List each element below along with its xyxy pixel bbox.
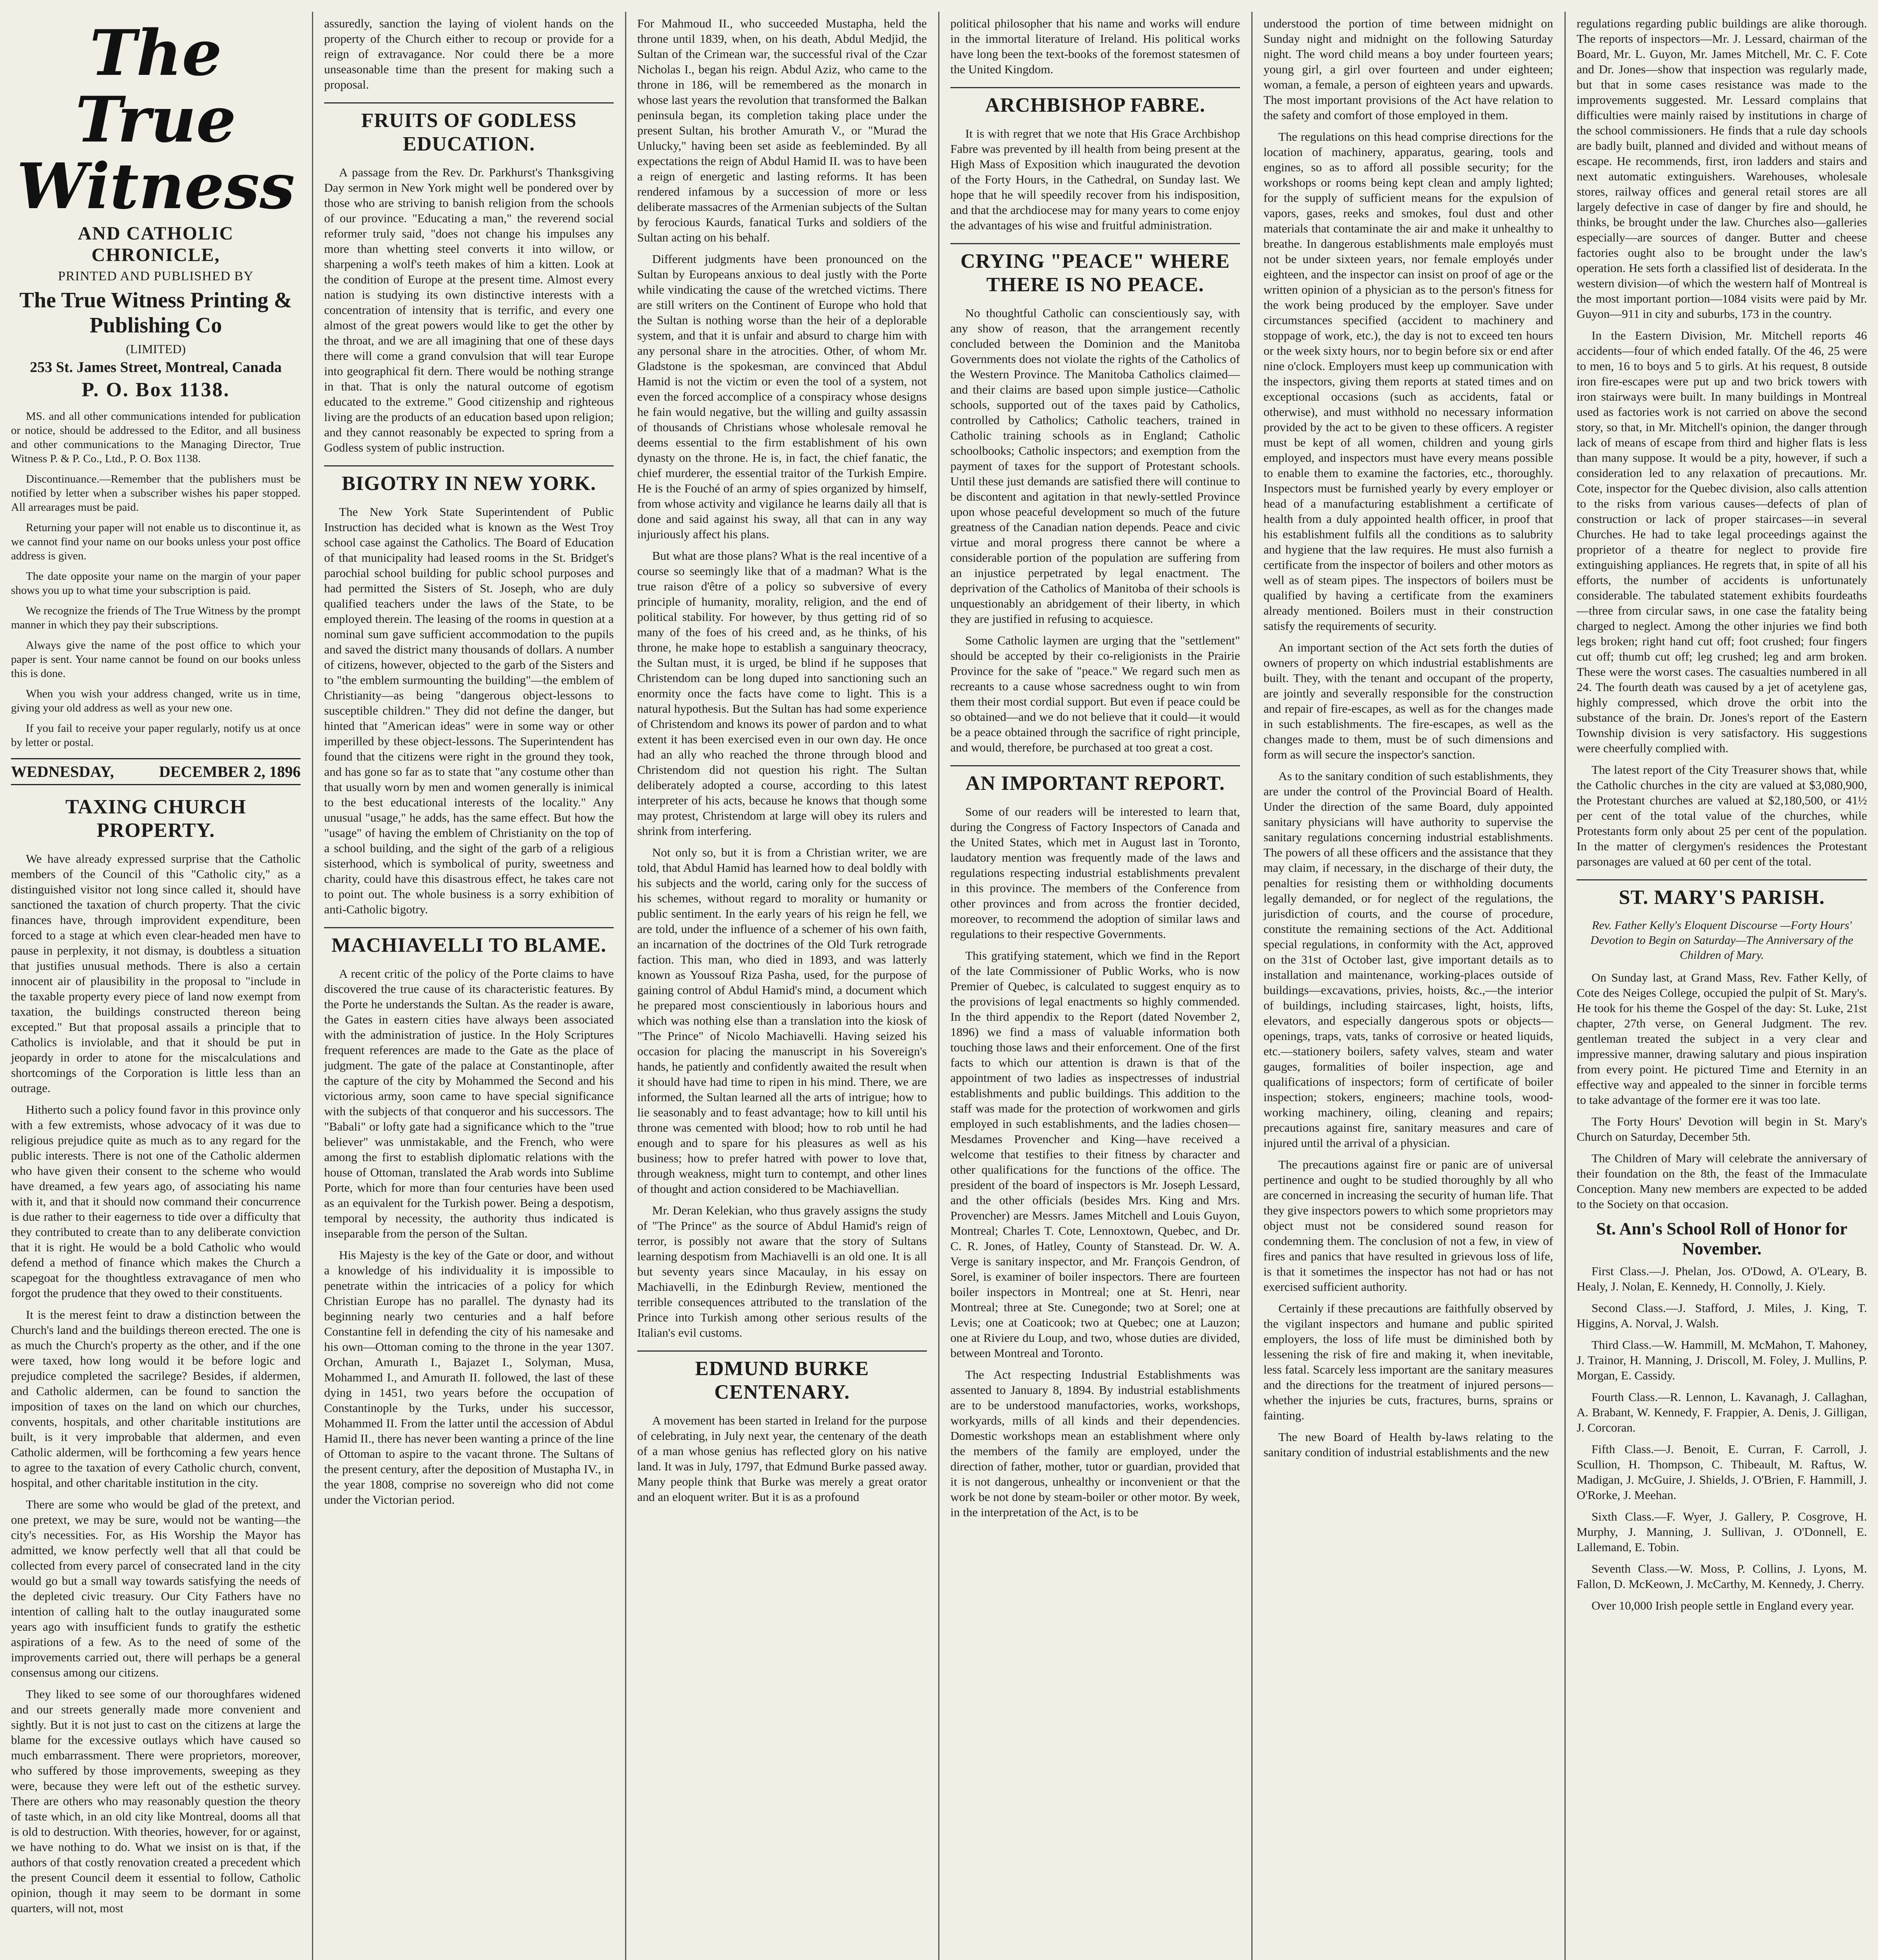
notice: When you wish your address changed, write us in time, giving your old address as well as your new one. xyxy=(11,688,301,714)
paragraph: Some Catholic laymen are urging that the "settlement" should be accepted by their co-religionists in the Prairie Province for the sake of "peace." We regard such men as recreants to a cause whose sacredness ought to win from them their most cordial support. But even if peace could be so obtained—and we do not believe that it could—it would be a peace obtained through the sacrifice of right principle, and would, therefore, be purchased at too great a cost. xyxy=(950,633,1240,754)
roll-of-honor-entry: Sixth Class.—F. Wyer, J. Gallery, P. Cosgrove, H. Murphy, J. Manning, J. Sullivan, J. O'Donnell, E. Lallemand, E. Tobin. xyxy=(1577,1510,1867,1554)
article-heading: EDMUND BURKE CENTENARY. xyxy=(637,1350,927,1404)
paragraph: There are some who would be glad of the pretext, and one pretext, we may be sure, would not be wanting—the city's necessities. For, as His Worship the Mayor has admitted, we know perfectly well that all that could be collected from every parcel of consecrated land in the city would go but a small way towards satisfying the needs of the depleted civic treasury. Our City Fathers have no intention of calling halt to the outlay inaugurated some years ago with insufficient funds to gratify the esthetic aspirations of a few. As to the need of some of the improvements carried out, there will perhaps be a general consensus among our citizens. xyxy=(11,1497,301,1679)
column-6 xyxy=(1566,0,1878,1960)
paragraph: Mr. Deran Kelekian, who thus gravely assigns the study of "The Prince" as the source of Abdul Hamid's reign of terror, is possibly not aware that the story of Sultans learning despotism from Machiavelli is an old one. It is all but seventy years since Macaulay, in his essay on Machiavelli, in the Edinburgh Review, mentioned the terrible consequences attributed to the translation of the Prince into Turkish among other serious results of the Italian's evil customs. xyxy=(637,1203,927,1339)
notice: If you fail to receive your paper regularly, notify us at once by letter or postal. xyxy=(11,722,301,749)
paragraph: The Act respecting Industrial Establishments was assented to January 8, 1894. By industrial establishments are to be understood manufactories, works, workshops, workyards, mills of all kinds and their dependencies. Domestic workshops mean an establishment where only the members of the family are employed, under the direction of father, mother, tutor or guardian, provided that it is not dangerous, unhealthy or inconvenient or that the work be not done by steam-boiler or other motor. By week, in the interpretation of the Act, is to be xyxy=(950,1368,1240,1519)
paragraph: Not only so, but it is from a Christian writer, we are told, that Abdul Hamid has learned how to deal boldly with his subjects and the world, caring only for the success of his schemes, without regard to morality or humanity or public sentiment. In the early years of his reign he fell, we are told, under the influence of a schemer of his own faith, an incarnation of the doctrines of the Old Turk retrograde faction. This man, who died in 1893, and was latterly known as Youssouf Riza Pasha, used, for the purpose of gaining control of Abdul Hamid's mind, a document which he prepared most conscientiously in laborious hours and which was nothing else than a translation into the kiosk of "The Prince" of Nicolo Machiavelli. Having seized his occasion for placing the manuscript in his Sovereign's hands, he patiently and confidently awaited the result when it should have had time to ripen in his mind. There, we are informed, the Sultan learned all the arts of intrigue; how to lie seasonably and to feast advantage; how to kill until his throne was cemented with blood; how to rob until he had enough and to spare for his pleasures as well as his business; how to prefer hatred with power to love that, through weakness, might turn to contempt, and other lines of thought and action considered to be Machiavellian. xyxy=(637,846,927,1196)
paragraph: It is the merest feint to draw a distinction between the Church's land and the buildings thereon erected. The one is as much the Church's property as the other, and if the one were taxed, how long would it be before logic and prejudice completed the sacrilege? Besides, if aldermen, and Catholic aldermen, can be found to sanction the imposition of taxes on the land on which our churches, convents, hospitals, and other charitable institutions are built, is it very improbable that aldermen, and even Catholic aldermen, will be forthcoming a few years hence to agree to the taxation of every Catholic church, convent, hospital, and other charitable institution in the city. xyxy=(11,1308,301,1490)
roll-of-honor-entry: Fourth Class.—R. Lennon, L. Kavanagh, J. Callaghan, A. Brabant, W. Kennedy, F. Frappier, A. Denis, J. Gilligan, J. Corcoran. xyxy=(1577,1390,1867,1434)
paragraph: Different judgments have been pronounced on the Sultan by Europeans anxious to deal justly with the Porte while vindicating the cause of the wretched victims. There are still writers on the Continent of Europe who hold that the Sultan is nothing worse than the heir of a deplorable system, and that it is unfair and absurd to charge him with any personal share in the atrocities. Other, of whom Mr. Gladstone is the spokesman, are convinced that Abdul Hamid is not the victim or even the tool of a system, not even the forced accomplice of a conspiracy whose designs he fain would negative, but the willing and guilty assassin of thousands of Christians whose wholesale removal he deems essential to the firm establishment of his own dynasty on the throne. He is, in fact, the chief fanatic, the chief murderer, the essential traitor of the Turkish Empire. He is the Fouché of an army of spies organized by himself, from whose activity and vigilance he learns daily all that is done and said against his sway, all that can in any way injuriously affect his plans. xyxy=(637,252,927,541)
paragraph: For Mahmoud II., who succeeded Mustapha, held the throne until 1839, when, on his death, Abdul Medjid, the Sultan of the Crimean war, the successful rival of the Czar Nicholas I., began his reign. Abdul Aziz, who came to the throne in 186, will be remembered as the monarch in whose last years the revolution that transformed the Balkan peninsula began, its completion taking place under the present Sultan, his brother Amurath V., or "Murad the Unlucky," having been set aside as feebleminded. By all expectations the reign of Abdul Hamid II. was to have been a reign of energetic and lasting reforms. It has been rendered infamous by a succession of more or less deliberate massacres of the Armenian subjects of the Sultan by ferocious Kaurds, fanatical Turks and soldiers of the Sultan acting on his behalf. xyxy=(637,16,927,244)
column-2 xyxy=(313,0,625,1960)
paragraph: In the Eastern Division, Mr. Mitchell reports 46 accidents—four of which ended fatally. Of the 46, 25 were to men, 16 to boys and 5 to girls. At his request, 8 outside iron fire-escapes were put up and two brick towers with iron stairways were built. In many buildings in Montreal used as factories work is not carried on above the second story, so that, in Mr. Mitchell's opinion, the danger through lack of means of escape from third and higher flats is less than many suppose. It would be a pity, however, if such a consideration led to any relaxation of precautions. Mr. Cote, inspector for the Quebec division, also calls attention to the risks from various causes—defects of plan of construction or lack of proper staircases—in several Churches. He had to take legal proceedings against the proprietor of a theatre for neglect to provide fire extinguishing appliances. He regrets that, in spite of all his efforts, the number of accidents is unfortunately considerable. The tabulated statement exhibits fourdeaths—three from circular saws, in one case the fatality being charged to neglect. Among the other injuries we find both legs broken; right hand cut off; foot crushed; four fingers cut off; thumb cut off; leg crushed; leg and arm broken. These were the worst cases. The casualties numbered in all 24. The fourth death was caused by a jet of acetylene gas, highly compressed, which drove the orbit into the substance of the brain. Dr. Jones's report of the Eastern Township division is very satisfactory. His suggestions were cheerfully complied with. xyxy=(1577,328,1867,755)
newspaper-subtitle: AND CATHOLIC CHRONICLE, xyxy=(78,223,234,265)
notice: We recognize the friends of The True Witness by the prompt manner in which they pay their subscriptions. xyxy=(11,604,301,631)
paragraph: The new Board of Health by-laws relating to the sanitary condition of industrial establishments and the new xyxy=(1263,1430,1553,1459)
paragraph: understood the portion of time between midnight on Sunday night and midnight on the following Saturday night. The word child means a boy under fourteen years; young girl, a girl over fourteen and under eighteen; woman, a female, a person of eighteen years and upwards. The most important provisions of the Act have relation to the safety and comfort of those employed in them. xyxy=(1263,16,1553,122)
paragraph: Over 10,000 Irish people settle in England every year. xyxy=(1592,1599,1854,1612)
notice: MS. and all other communications intended for publication or notice, should be addressed to the Editor, and all business and other communications to the Managing Director, True Witness P. & P. Co., Ltd., P. O. Box 1138. xyxy=(11,410,301,465)
roll-of-honor-entry: Second Class.—J. Stafford, J. Miles, J. King, T. Higgins, A. Norval, J. Walsh. xyxy=(1577,1301,1867,1330)
paragraph: No thoughtful Catholic can conscientiously say, with any show of reason, that the arrangement recently concluded between the Dominion and the Manitoba Governments does not violate the rights of the Catholics of the Western Province. The Manitoba Catholics claimed—and their claims are based upon simple justice—Catholic schools, supported out of the taxes paid by Catholics, controlled by Catholics; Catholic teachers, trained in Catholic training schools as in England; Catholic schoolbooks; Catholic inspectors; and exemption from the payment of taxes for the support of Protestant schools. Until these just demands are satisfied there will continue to be discontent and agitation in that newly-settled Province upon whose peaceful development so much of the future greatness of the Canadian nation depends. Peace and civic virtue and moral progress there cannot be where a considerable portion of the population are suffering from an injustice perpetrated by legal enactment. The deprivation of the Catholics of Manitoba of their schools is unquestionably an abridgement of their liberty, in which they are justified in refusing to acquiesce. xyxy=(950,306,1240,626)
roll-of-honor-entry: Seventh Class.—W. Moss, P. Collins, J. Lyons, M. Fallon, D. McKeown, J. McCarthy, M. Kennedy, J. Cherry. xyxy=(1577,1562,1867,1591)
publisher-address: 253 St. James Street, Montreal, Canada xyxy=(30,359,282,376)
paragraph: An important section of the Act sets forth the duties of owners of property on which industrial establishments are built. They, with the tenant and occupant of the property, are jointly and severally responsible for the construction and repair of fire-escapes, as well as for the changes made in such establishments. The fire-escapes, as well as the changes made to them, must be of such dimensions and form as will secure the inspector's sanction. xyxy=(1263,641,1553,761)
article-heading: ARCHBISHOP FABRE. xyxy=(950,87,1240,117)
notice: Returning your paper will not enable us to discontinue it, as we cannot find your name on our books unless your post office address is given. xyxy=(11,521,301,562)
paragraph: The precautions against fire or panic are of universal pertinence and ought to be studied thoroughly by all who are concerned in increasing the security of human life. That they give inspectors powers to which some proprietors may object must not be considered sound reason for condemning them. The conclusion of not a few, in view of fires and panics that have resulted in grievous loss of life, is that it sometimes the inspector has not had or has not exercised sufficient authority. xyxy=(1263,1158,1553,1294)
dateline-day: WEDNESDAY, xyxy=(11,763,114,780)
dateline xyxy=(11,758,301,785)
paragraph: It is with regret that we note that His Grace Archbishop Fabre was prevented by ill health from being present at the High Mass of Exposition which inaugurated the devotion of the Forty Hours, in the Cathedral, on Sunday last. We hope that he will speedily recover from his indisposition, and that the archdiocese may for many years to come enjoy the advantages of his wise and fruitful administration. xyxy=(950,127,1240,232)
paragraph: But what are those plans? What is the real incentive of a course so seemingly like that of a madman? What is the true raison d'être of a policy so subversive of every principle of humanity, morality, religion, and the end of political stability. For however, by thus getting rid of so many of the foes of his creed and, as he thinks, of his throne, he make hope to establish a sanguinary theocracy, the Sultan must, it is urged, be blind if he supposes that Christendom can be long duped into sanctioning such an enormity once the facts have come to light. This is a natural hypothesis. But the Sultan has had some experience of Christendom and knows its power of pardon and to what extent it has been exercised even in our own day. He once had an ally who reached the throne through blood and Christendom did not question his right. The Sultan deliberately adopted a course, according to this latest interpreter of his acts, because he knows that though some may protest, Christendom at large will obey its rulers and shrink from interfering. xyxy=(637,549,927,838)
article-heading: St. Ann's School Roll of Honor for November. xyxy=(1596,1219,1847,1258)
paragraph: The New York State Superintendent of Public Instruction has decided what is known as the West Troy school case against the Catholics. The Board of Education of that municipality had leased rooms in the St. Bridget's parochial school building for public school purposes and had permitted the Sisters of St. Joseph, who are duly qualified teachers under the laws of the State, to be employed therein. The leasing of the rooms in question at a nominal sum gave sufficient accommodation to the pupils and saved the district many thousands of dollars. A number of citizens, however, objected to the garb of the Sisters and to "the emblem surmounting the building"—the emblem of Christianity—as being "dangerous object-lessons to susceptible children." They did not define the danger, but hinted that "American ideas" were in some way or other imperilled by these object-lessons. The Superintendent has found that the citizens were right in the ground they took, and has gone so far as to state that "any costume other than that usually worn by men and women generally is inimical to the best educational interests of the locality." Any unusual "usage," he adds, has the same effect. But how the "usage" of having the emblem of Christianity on the top of a school building, and the sight of the garb of a religious sisterhood, which is symbolical of purity, sweetness and charity, could have this disastrous effect, he takes care not to point out. The whole business is a sorry exhibition of anti-Catholic bigotry. xyxy=(324,505,614,916)
paragraph: The latest report of the City Treasurer shows that, while the Catholic churches in the city are valued at $3,080,900, the Protestant churches are valued at $2,180,500, or 41½ per cent of the total value of the churches, while Protestants form only about 25 per cent of the population. In the matter of clergymen's residences the Protestant parsonages are valued at 60 per cent of the total. xyxy=(1577,763,1867,868)
paragraph: As to the sanitary condition of such establishments, they are under the control of the Provincial Board of Health. Under the direction of the same Board, duly appointed sanitary physicians will have authority to supervise the sanitary regulations concerning industrial establishments. The powers of all these officers and the assistance that they may claim, if necessary, in the discharge of their duty, the penalties for resisting them or withholding documents legally demanded, or for neglect of the regulations, the jurisdiction of courts, and the course of procedure, constitute the remaining sections of the Act. Additional special regulations, in conformity with the Act, approved on the 31st of October last, give important details as to installation and maintenance, working-places outside of buildings—excavations, privies, hoists, &c.,—the interior of buildings, including staircases, light, hoists, lifts, elevators, and especially dangerous spots or objects—openings, traps, vats, tanks of corrosive or heated liquids, etc.—stationery boilers, safety valves, steam and water gauges, formalities of boiler inspection, age and qualifications of inspectors; form of certificate of boiler inspection; stokers, engineers; machine tools, wood-working machinery, oiling, cleaning and repairs; precautions against fire, sanitary measures and care of injured until the arrival of a physician. xyxy=(1263,769,1553,1150)
column-3 xyxy=(626,0,938,1960)
paragraph: On Sunday last, at Grand Mass, Rev. Father Kelly, of Cote des Neiges College, occupied the pulpit of St. Mary's. He took for his theme the Gospel of the day: St. Luke, 21st chapter, 27th verse, on General Judgment. The rev. gentleman treated the subject in a very clear and impressive manner, drawing salutary and pious inspiration from every point. He pictured Time and Eternity in an effective way and appealed to the sinner in forcible terms to take advantage of the former ere it was too late. xyxy=(1577,971,1867,1107)
dateline-date: DECEMBER 2, 1896 xyxy=(159,763,301,780)
paragraph: A recent critic of the policy of the Porte claims to have discovered the true cause of its characteristic features. By the Porte he understands the Sultan. As the reader is aware, the Gates in eastern cities have always been associated with the administration of justice. In the Holy Scriptures frequent references are made to the Gate as the place of judgment. The gate of the palace at Constantinople, after the capture of the city by Mohammed the Second and his victorious army, soon came to have special significance with the subjects of that conqueror and his successors. The "Babali" or lofty gate had a significance which to the "true believer" was unmistakable, and the French, who were among the first to establish diplomatic relations with the house of Ottoman, translated the Arab words into Sublime Porte, which for more than four centuries have been used as an equivalent for the Turkish power. Being a despotism, temporal by necessity, the authority thus indicated is inseparable from the person of the Sultan. xyxy=(324,967,614,1240)
article-heading: AN IMPORTANT REPORT. xyxy=(950,765,1240,795)
paragraph: We have already expressed surprise that the Catholic members of the Council of this "Catholic city," as a distinguished visitor not long since called it, should have sanctioned the taxation of church property. That the civic finances have, through improvident expenditure, been forced to a stage at which even clear-headed men have to pause in perplexity, it not dismay, is doubtless a situation that justifies unusual methods. There is also a certain innocent air of plausibility in the proposal to "include in the taxable property every piece of land now exempt from taxation, the buildings constructed thereon being excepted." But that proposal assails a principle that to Catholics is inviolable, and that it should be put in jeopardy in order to atone for the miscalculations and shortcomings of the Corporation is little less than an outrage. xyxy=(11,852,301,1095)
paragraph: A passage from the Rev. Dr. Parkhurst's Thanksgiving Day sermon in New York might well be pondered over by those who are striving to banish religion from the schools of our province. "Educating a man," the reverend social reformer truly said, "does not change his impulses any more than whetting steel converts it into willow, or sharpening a wolf's teeth makes of him a kitten. Look at the condition of Europe at the present time. Almost every nation is studying its own distinctive interests with a concentration of intensity that is terrific, and every one almost of the great powers would like to get the other by the throat, and we are all imagining that one of these days there will come a grand convulsion that will tear Europe into geographical fit dern. There would be nothing strange in that. That is only the natural outcome of egotism educated to the extreme." Good citizenship and righteous living are the products of an education based upon religion; and they cannot reasonably be expected to spring from a Godless system of public instruction. xyxy=(324,165,614,454)
roll-of-honor-entry: Fifth Class.—J. Benoit, E. Curran, F. Carroll, J. Scullion, H. Thompson, C. Thibeault, M. Raftus, W. Madigan, J. McGuire, J. Shields, J. O'Brien, F. Hammill, J. O'Rorke, J. Meehan. xyxy=(1577,1442,1867,1502)
printed-by: PRINTED AND PUBLISHED BY xyxy=(58,269,254,283)
article-heading: FRUITS OF GODLESS EDUCATION. xyxy=(324,102,614,156)
paragraph: The Children of Mary will celebrate the anniversary of their foundation on the 8th, the feast of the Immaculate Conception. Many new members are expected to be added to the Society on that occasion. xyxy=(1577,1151,1867,1211)
paragraph: Some of our readers will be interested to learn that, during the Congress of Factory Inspectors of Canada and the United States, which met in August last in Toronto, laudatory mention was frequently made of the laws and regulations respecting industrial establishments prevalent in this province. The members of the Conference from other provinces and from across the frontier decided, moreover, to recommend the adoption of similar laws and regulations to their respective Governments. xyxy=(950,805,1240,941)
paragraph: regulations regarding public buildings are alike thorough. The reports of inspectors—Mr. J. Lessard, chairman of the Board, Mr. L. Guyon, Mr. James Mitchell, Mr. C. F. Cote and Dr. Jones—show that inspection was regularly made, but that in some cases resistance was made to the improvements suggested. Mr. Lessard complains that difficulties were mainly raised by institutions in charge of the school commissioners. He finds that a rule day schools are badly built, planned and divided and without means of escape. He recommends, first, iron ladders and stairs and next automatic extinguishers. Warehouses, wholesale stores, railway offices and general retail stores are all largely defective in case of danger by fire and should, he thinks, be brought under the law. Churches also—galleries especially—are sources of danger. Butter and cheese factories ought also to be brought under the law's operation. He sets forth a classified list of desiderata. In the western division—of which the western half of Montreal is the most important portion—1084 visits were paid by Mr. Guyon—911 in city and suburbs, 173 in the country. xyxy=(1577,16,1867,321)
paragraph: political philosopher that his name and works will endure in the immortal literature of Ireland. His political works have long been the text-books of the foremost statesmen of the United Kingdom. xyxy=(950,16,1240,76)
article-heading: ST. MARY'S PARISH. xyxy=(1577,879,1867,909)
column-4 xyxy=(939,0,1251,1960)
article-heading: CRYING "PEACE" WHERE THERE IS NO PEACE. xyxy=(950,243,1240,297)
subscriber-notices xyxy=(11,409,301,750)
notice: Discontinuance.—Remember that the publishers must be notified by letter when a subscriber wishes his paper stopped. All arrearages must be paid. xyxy=(11,473,301,514)
paragraph: The regulations on this head comprise directions for the location of machinery, apparatus, gearing, tools and engines, so as to afford all possible security; for the workshops or rooms being kept clean and amply lighted; for the supply of sufficient means for the expulsion of vapors, gases, reeks and smokes, foul dust and other materials that contaminate the air and make it unhealthy to breathe. In dangerous establishments male employés must not be under sixteen years, nor female employés under eighteen, and the inspector can insist on proof of age or the written opinion of a physician as to the person's fitness for the work being produced by the employer. Save under circumstances specified (accident to machinery and stoppage of work, etc.), the day is not to exceed ten hours or the week sixty hours, nor to begin before six or end after nine o'clock. Employers must keep up communication with the inspectors, giving them reports at stated times and on exceptional occasions (such as accidents, fatal or otherwise), and must withhold no necessary information provided by the act to be given to these officers. A register must be kept of all women, children and young girls employed, and inspectors must have every means possible to enable them to examine the factories, etc., thoroughly. Inspectors must be furnished yearly by every employer or head of a manufacturing establishment a certificate of health from a duly appointed health officer, in proof that his establishment fulfils all the conditions as to salubrity and hygiene that the law requires. He must also furnish a certificate from the inspector of boilers and other motors as well as of steam pipes. The inspectors of boilers must be qualified by having a certificate from the examiners already mentioned. Boilers must in their construction satisfy the requirements of security. xyxy=(1263,130,1553,633)
paragraph: This gratifying statement, which we find in the Report of the late Commissioner of Public Works, who is now Premier of Quebec, is calculated to suggest enquiry as to the provisions of legal enactments so highly commended. In the third appendix to the Report (dated November 2, 1896) we find a mass of valuable information both touching those laws and their enforcement. One of the first facts to which our attention is drawn is that of the appointment of two ladies as inspectresses of industrial establishments and public buildings. This addition to the staff was made for the protection of workwomen and girls employed in such establishments, and the ladies chosen—Mesdames Provencher and King—have received a welcome that testifies to their fitness by character and other qualifications for the functions of the office. The president of the board of inspectors is Mr. Joseph Lessard, and the other officials (besides Mrs. King and Mrs. Provencher) are Messrs. James Mitchell and Louis Guyon, Montreal; Charles T. Cote, Lennoxtown, Quebec, and Dr. C. R. Jones, of Hatley, County of Stanstead. Dr. W. A. Verge is sanitary inspector, and Mr. François Gendron, of Sorel, is examiner of boiler inspectors. There are fourteen boiler inspectors in Montreal; one at St. Henri, near Montreal; three at Ste. Cunegonde; two at Sorel; one at Levis; one at Coaticook; two at Quebec; one at Lauzon; one at Riviere du Loup, and two, whose duties are divided, between Montreal and Toronto. xyxy=(950,949,1240,1360)
roll-of-honor-entry: First Class.—J. Phelan, Jos. O'Dowd, A. O'Leary, B. Healy, J. Nolan, E. Kennedy, H. Connolly, J. Kiely. xyxy=(1577,1264,1867,1293)
article-heading: TAXING CHURCH PROPERTY. xyxy=(65,796,247,842)
po-box: P. O. Box 1138. xyxy=(82,379,230,401)
article-subheading: Rev. Father Kelly's Eloquent Discourse —Forty Hours' Devotion to Begin on Saturday—The Anniversary of the Children of Mary. xyxy=(1590,919,1853,962)
article-heading: BIGOTRY IN NEW YORK. xyxy=(324,465,614,495)
article-heading: MACHIAVELLI TO BLAME. xyxy=(324,927,614,957)
paragraph: Certainly if these precautions are faithfully observed by the vigilant inspectors and humane and public spirited employers, the loss of life must be diminished both by lessening the risk of fire and making it, when inevitable, less fatal. Scarcely less important are the sanitary measures and the directions for the treatment of injured persons—whether the injuries be cuts, fractures, burns, sprains or fainting. xyxy=(1263,1301,1553,1422)
newspaper-title: The True Witness xyxy=(16,16,295,223)
notice: The date opposite your name on the margin of your paper shows you up to what time your subscription is paid. xyxy=(11,570,301,597)
paragraph: The Forty Hours' Devotion will begin in St. Mary's Church on Saturday, December 5th. xyxy=(1577,1114,1867,1143)
paragraph: A movement has been started in Ireland for the purpose of celebrating, in July next year, the centenary of the death of a man whose genius has reflected glory on his native land. It was in July, 1797, that Edmund Burke passed away. Many people think that Burke was merely a great orator and an eloquent writer. But it is as a profound xyxy=(637,1414,927,1504)
publisher-name: The True Witness Printing & Publishing Co xyxy=(19,288,292,338)
publisher-limited: (LIMITED) xyxy=(126,342,186,356)
paragraph: Hitherto such a policy found favor in this province only with a few extremists, whose advocacy of it was due to religious prejudice quite as much as to any regard for the public interests. There is not one of the Catholic aldermen who have given their consent to the scheme who would have dreamed, a few years ago, of associating his name with it, and that it should now command their concurrence is due rather to their eagerness to tide over a difficulty that they contributed to create than to any deliberate conviction that it is right. He would be a bold Catholic who would defend a method of finance which makes the Church a scapegoat for the thoughtless extravagance of men who forgot the prudence that they owed to their constituents. xyxy=(11,1103,301,1300)
paragraph: They liked to see some of our thoroughfares widened and our streets generally made more convenient and sightly. But it is not just to cast on the citizens at large the blame for the excessive outlays which have caused so much embarrassment. There were proprietors, moreover, who suffered by those improvements, sweeping as they were, because they were left out of the esthetic survey. There are others who may reasonably question the theory of taste which, in an old city like Montreal, dooms all that is old to destruction. With theories, however, for or against, we have nothing to do. What we insist on is that, if the authors of that costly renovation created a precedent which the present Council deem it essential to follow, Catholic opinion, though it may seem to be dormant in some quarters, will not, most xyxy=(11,1687,301,1915)
paragraph: assuredly, sanction the laying of violent hands on the property of the Church either to recoup or provide for a reign of extravagance. Nor could there be a more unseasonable time than the present for making such a proposal. xyxy=(324,16,614,91)
column-5 xyxy=(1253,0,1564,1960)
masthead xyxy=(11,16,301,401)
paragraph: His Majesty is the key of the Gate or door, and without a knowledge of his individuality it is impossible to penetrate within the intricacies of a policy for which Christian Europe has no parallel. The dynasty had its beginning nearly two centuries and a half before Constantine fell in defending the city of his namesake and his own—Ottoman coming to the throne in the year 1307. Orchan, Amurath I., Bajazet I., Solyman, Musa, Mohammed I., and Amurath II. followed, the last of these dying in 1451, two years before the occupation of Constantinople by the Turks, under his successor, Mohammed II. From the latter until the accession of Abdul Hamid II., there has never been wanting a prince of the line of Ottoman to aspire to the vacant throne. The Sultans of the present century, after the deposition of Mustapha IV., in the year 1808, comprise no sovereign who did not come under the Victorian period. xyxy=(324,1248,614,1506)
notice: Always give the name of the post office to which your paper is sent. Your name cannot be found on our books unless this is done. xyxy=(11,639,301,680)
column-1 xyxy=(0,0,312,1960)
roll-of-honor-entry: Third Class.—W. Hammill, M. McMahon, T. Mahoney, J. Trainor, H. Manning, J. Driscoll, M. Foley, J. Mullins, P. Morgan, E. Cassidy. xyxy=(1577,1338,1867,1382)
